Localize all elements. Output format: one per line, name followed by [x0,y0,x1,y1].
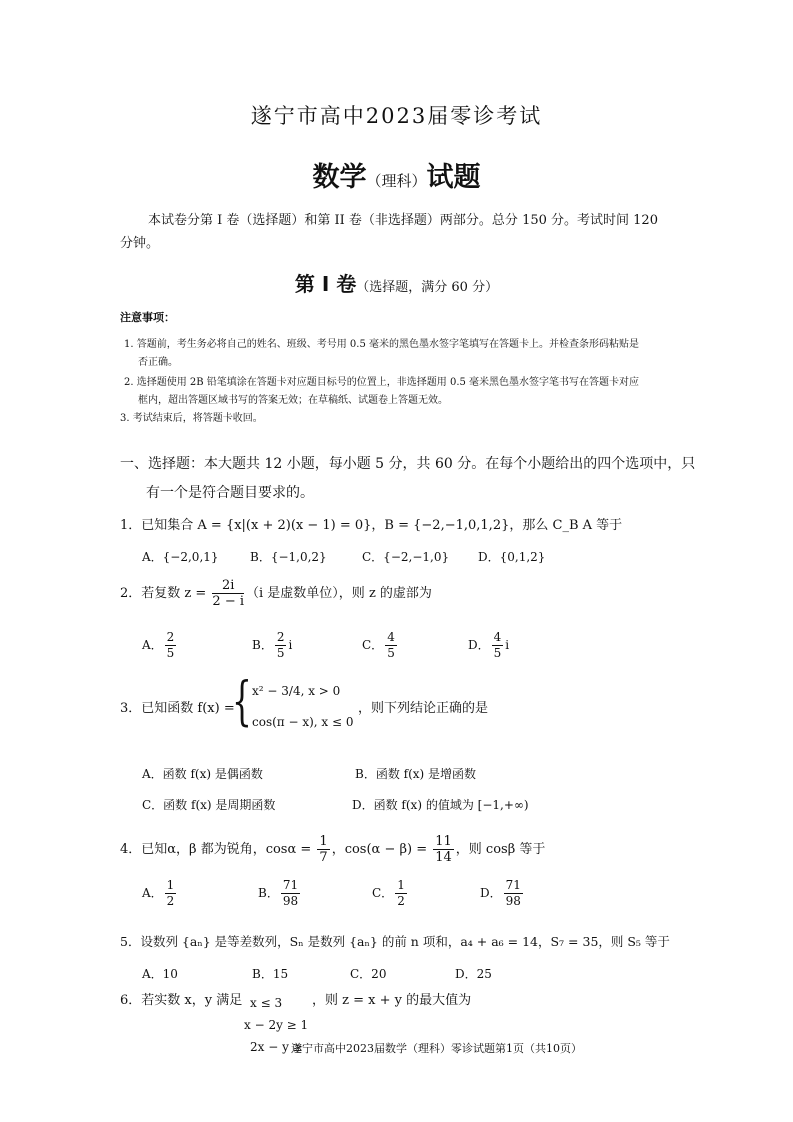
q4-c-den: 2 [397,894,405,908]
q4-c-label: C． [372,886,394,900]
q2-fraction [212,578,244,609]
q3-case2: cos(π − x), x ≤ 0 [252,715,354,729]
q6-pre: 6．若实数 x，y 满足 [120,993,243,1008]
q4-d-den: 98 [505,894,521,908]
q1-option-c: C．{−2,−1,0} [362,550,450,564]
q4-f1-den: 7 [319,850,328,865]
note-2a: 2. 选择题使用 2B 铅笔填涂在答题卡对应题目标号的位置上，非选择题用 0.5 毫米黑色墨水签字笔书写在答题卡对应 [124,377,640,388]
section-heading-2: 有一个是符合题目要求的。 [146,485,314,501]
q5-option-d: D．25 [455,967,492,981]
q4-option-a [142,878,178,909]
q4-option-c [372,878,409,909]
q4-option-d [480,878,525,909]
q4-a-label: A． [142,886,163,900]
q1-option-a: A．{−2,0,1} [142,550,219,564]
q4-a-den: 2 [166,894,175,908]
q2-b-suffix: i [288,638,293,652]
q2-a-num: 2 [166,630,175,644]
q2-frac-num: 2i [212,578,244,594]
q4-b-num: 71 [282,878,299,892]
exam-title: 遂宁市高中2023届零诊考试 [250,104,543,128]
q4-f2-num: 11 [435,834,452,849]
subject-paren: （理科） [366,172,427,190]
subject-title [0,155,793,194]
q4-f2-den: 14 [435,850,452,865]
q1-stem: 1．已知集合 A = {x|(x + 2)(x − 1) = 0}，B = {−2,−1,0,1,2}，那么 C_B A 等于 [120,518,623,533]
q4-f1-num: 1 [319,834,328,849]
q2-option-a [142,630,178,661]
q3-pre: 3．已知函数 f(x) = [120,701,235,716]
q5-option-a: A．10 [142,967,178,981]
q2-pre: 2．若复数 z = [120,586,211,601]
q4-d-label: D． [480,886,502,900]
q3-post: ，则下列结论正确的是 [358,701,489,716]
notes-heading: 注意事项： [120,311,175,324]
note-1b: 否正确。 [138,357,178,368]
subject-main: 数学 [312,162,367,193]
intro-line2: 分钟。 [120,236,160,251]
note-3: 3. 考试结束后，将答题卡收回。 [120,413,263,424]
q2-post: （i 是虚数单位），则 z 的虚部为 [246,586,432,601]
note-1a: 1. 答题前，考生务必将自己的姓名、班级、考号用 0.5 毫米的黑色墨水签字笔填写在答题卡上。并检查条形码粘贴是 [124,339,639,350]
q4-b-label: B． [258,886,279,900]
q6-c1: x ≤ 3 [250,996,283,1010]
q2-option-d [468,630,509,661]
q6-c3: 2x − y ≥ [250,1040,303,1054]
q4-stem [120,834,545,865]
note-2b: 框内，超出答题区域书写的答案无效；在草稿纸、试题卷上答题无效。 [138,395,448,406]
q1-option-b: B．{−1,0,2} [250,550,327,564]
q2-c-label: C． [362,638,384,652]
intro-line1: 本试卷分第 I 卷（选择题）和第 II 卷（非选择题）两部分。总分 150 分。考试时间 120 [148,213,658,228]
q2-a-label: A． [142,638,163,652]
q4-pre: 4．已知α，β 都为锐角，cosα = [120,842,316,857]
q4-a-num: 1 [166,878,175,892]
subject-tail: 试题 [426,162,481,193]
q2-d-num: 4 [493,630,502,644]
q4-c-num: 1 [397,878,405,892]
q5-option-c: C．20 [350,967,387,981]
q4-b-den: 98 [282,894,299,908]
q6-post: ，则 z = x + y 的最大值为 [312,993,472,1008]
page-footer: 遂宁市高中2023届数学（理科）零诊试题第1页（共10页） [291,1042,582,1055]
q5-stem: 5．设数列 {aₙ} 是等差数列，Sₙ 是数列 {aₙ} 的前 n 项和，a₄ + a₆ = 14，S₇ = 35，则 S₅ 等于 [120,934,670,949]
q3-option-b: B．函数 f(x) 是增函数 [355,767,477,781]
q2-d-suffix: i [505,638,510,652]
q4-mid: ，cos(α − β) = [331,842,432,857]
q2-option-b [252,630,292,661]
q2-stem [120,578,432,609]
q4-option-b [258,878,302,909]
q2-b-label: B． [252,638,273,652]
part1-title [0,268,793,297]
q2-c-num: 4 [387,630,395,644]
section-heading: 一、选择题：本大题共 12 小题，每小题 5 分，共 60 分。在每个小题给出的四个选项中，只 [120,456,696,472]
q2-a-den: 5 [166,646,175,660]
q4-d-num: 71 [505,878,521,892]
q2-b-den: 5 [276,646,285,660]
q1-option-d: D．{0,1,2} [478,550,546,564]
q5-option-b: B．15 [252,967,289,981]
q2-frac-den: 2 − i [212,594,245,609]
q4-post: ，则 cosβ 等于 [455,842,546,857]
q3-option-d: D．函数 f(x) 的值域为 [−1,+∞) [352,798,529,812]
q2-d-den: 5 [493,646,502,660]
part1-subtitle: （选择题，满分 60 分） [356,280,499,295]
q2-c-den: 5 [387,646,395,660]
q2-option-c [362,630,399,661]
part1-label: 第 Ⅰ 卷 [294,272,357,296]
q3-option-a: A．函数 f(x) 是偶函数 [142,767,263,781]
q2-d-label: D． [468,638,490,652]
q2-b-num: 2 [276,630,285,644]
q6-c2: x − 2y ≥ 1 [244,1018,309,1032]
q3-brace: { [232,672,252,732]
q3-case1: x² − 3/4, x > 0 [252,684,341,698]
q3-option-c: C．函数 f(x) 是周期函数 [142,798,276,812]
